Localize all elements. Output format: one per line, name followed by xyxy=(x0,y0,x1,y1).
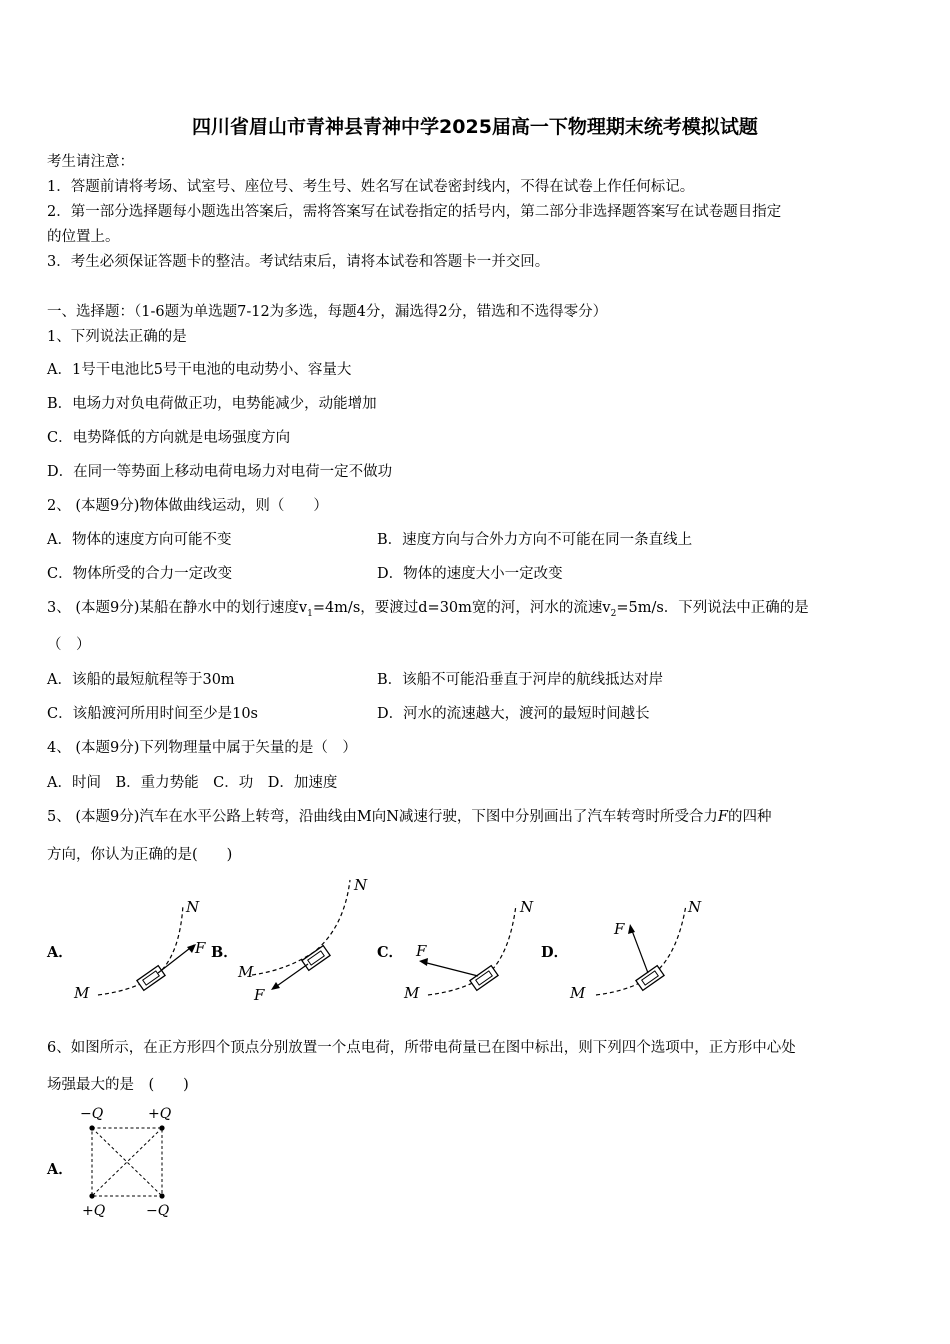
car-icon xyxy=(302,946,330,971)
q3-stem-part: =4m/s，要渡过d=30m宽的河，河水的流速v xyxy=(312,600,611,616)
q6-stem: 6、如图所示，在正方形四个顶点分别放置一个点电荷，所带电荷量已在图中标出，则下列四个选项中，正方形中心处 xyxy=(47,1040,796,1056)
q5-figure-c xyxy=(398,890,538,1010)
q5-figure-a xyxy=(68,890,208,1010)
q3-option-a: A．该船的最短航程等于30m xyxy=(47,672,235,688)
label-n: N xyxy=(520,898,534,916)
q5-label-b: B． xyxy=(211,944,238,961)
q1-option-b: B．电场力对负电荷做正功，电势能减少，动能增加 xyxy=(47,396,377,412)
label-n: N xyxy=(354,876,368,894)
q5-label-d: D． xyxy=(541,944,569,961)
section-heading: 一、选择题：（1-6题为单选题7-12为多选，每题4分，漏选得2分，错选和不选得零分） xyxy=(47,304,608,320)
label-f: F xyxy=(195,939,206,957)
q5-figure-d xyxy=(566,890,706,1010)
arrowhead xyxy=(271,982,280,990)
q1-option-d: D．在同一等势面上移动电荷电场力对电荷一定不做功 xyxy=(47,464,393,480)
charge-point xyxy=(159,1125,164,1130)
q2-stem: 2、 (本题9分)物体做曲线运动，则（ ） xyxy=(47,498,328,514)
q3-stem-part: 3、 (本题9分)某船在静水中的划行速度v xyxy=(47,600,308,616)
q1-option-c: C．电势降低的方向就是电场强度方向 xyxy=(47,430,291,446)
force-arrow xyxy=(274,964,308,988)
q5-stem-part: 5、 (本题9分)汽车在水平公路上转弯，沿曲线由M向N减速行驶，下图中分别画出了汽车转弯时所受合力 xyxy=(47,809,718,825)
notice-item-3: 3．考生必须保证答题卡的整洁。考试结束后，请将本试卷和答题卡一并交回。 xyxy=(47,254,550,270)
q4-stem: 4、 (本题9分)下列物理量中属于矢量的是（ ） xyxy=(47,740,357,756)
label-m: M xyxy=(74,984,90,1002)
label-n: N xyxy=(688,898,702,916)
q5-stem xyxy=(47,807,771,827)
q5-label-c: C． xyxy=(377,944,404,961)
q2-option-a: A．物体的速度方向可能不变 xyxy=(47,532,232,548)
q5-figure-b xyxy=(232,870,372,1010)
charge-point xyxy=(159,1193,164,1198)
charge-label-top-right: +Q xyxy=(148,1106,172,1122)
charge-label-bottom-right: −Q xyxy=(146,1203,170,1219)
q6-stem-cont: 场强最大的是 ( ) xyxy=(47,1077,189,1093)
arrowhead xyxy=(628,924,635,934)
q4-options: A．时间 B．重力势能 C．功 D．加速度 xyxy=(47,775,338,791)
q3-stem-part: =5m/s．下列说法中正确的是 xyxy=(616,600,809,616)
car-icon xyxy=(137,966,165,991)
notice-heading: 考生请注意： xyxy=(47,154,134,170)
notice-item-2: 2．第一部分选择题每小题选出答案后，需将答案写在试卷指定的括号内，第二部分非选择题答案写在试卷题目指定 xyxy=(47,204,782,220)
force-arrow xyxy=(423,962,478,976)
q3-sub-1: 1 xyxy=(307,608,313,619)
label-n: N xyxy=(186,898,200,916)
label-f: F xyxy=(254,986,265,1004)
q1-option-a: A．1号干电池比5号干电池的电动势小、容量大 xyxy=(47,362,352,378)
q3-option-c: C．该船渡河所用时间至少是10s xyxy=(47,706,258,722)
force-arrow xyxy=(158,945,194,973)
q3-paren: （ ） xyxy=(47,637,91,653)
page-title: 四川省眉山市青神县青神中学2025届高一下物理期末统考模拟试题 xyxy=(192,116,758,138)
q6-label-a: A． xyxy=(47,1161,73,1178)
q6-figure-a xyxy=(76,1102,186,1224)
q2-option-c: C．物体所受的合力一定改变 xyxy=(47,566,233,582)
charge-point xyxy=(89,1193,94,1198)
label-f: F xyxy=(416,942,427,960)
force-arrow xyxy=(631,928,648,973)
label-m: M xyxy=(404,984,420,1002)
q2-option-b: B．速度方向与合外力方向不可能在同一条直线上 xyxy=(377,532,693,548)
car-icon xyxy=(636,966,664,991)
charge-point xyxy=(89,1125,94,1130)
q5-stem-part: 的四种 xyxy=(727,809,772,825)
charge-label-bottom-left: +Q xyxy=(82,1203,106,1219)
label-m: M xyxy=(238,963,254,981)
label-m: M xyxy=(570,984,586,1002)
q5-stem-force: F xyxy=(717,809,728,825)
q5-stem-cont: 方向，你认为正确的是( ) xyxy=(47,847,233,863)
car-icon xyxy=(470,966,498,991)
q2-option-d: D．物体的速度大小一定改变 xyxy=(377,566,563,582)
label-f: F xyxy=(614,920,625,938)
q3-stem xyxy=(47,598,809,624)
q3-option-b: B．该船不可能沿垂直于河岸的航线抵达对岸 xyxy=(377,672,664,688)
path-curve xyxy=(252,880,350,975)
notice-item-2-cont: 的位置上。 xyxy=(47,229,120,245)
q1-stem: 1、下列说法正确的是 xyxy=(47,329,187,345)
q5-label-a: A． xyxy=(47,944,73,961)
q3-option-d: D．河水的流速越大，渡河的最短时间越长 xyxy=(377,706,650,722)
q3-sub-2: 2 xyxy=(610,608,617,619)
charge-label-top-left: −Q xyxy=(80,1106,104,1122)
notice-item-1: 1．答题前请将考场、试室号、座位号、考生号、姓名写在试卷密封线内，不得在试卷上作任何标记。 xyxy=(47,179,695,195)
